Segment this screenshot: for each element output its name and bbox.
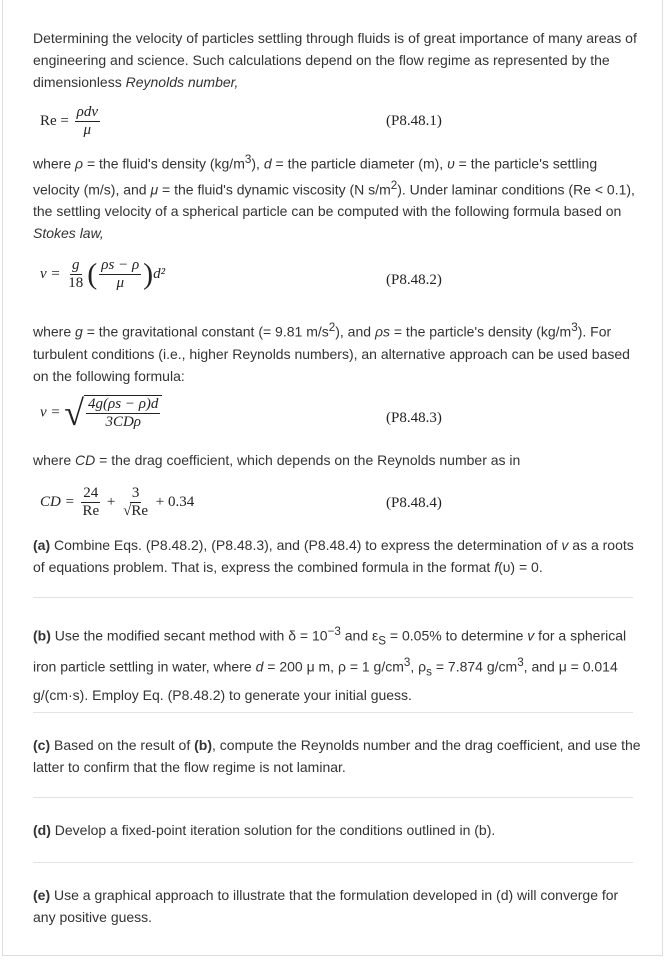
eq1-label: (P8.48.1) xyxy=(386,113,442,129)
equation-2: v = $\frac{g}{18}$ ( $\frac{\rho s - \rho}{\mu}$ )d² xyxy=(40,257,166,291)
eq1-denominator: μ xyxy=(83,122,92,138)
t: Combine Eqs. (P8.48.2), (P8.48.3), and (P8.48.4) to express the determination of xyxy=(50,537,562,553)
sup: 2 xyxy=(328,321,336,334)
t: = the particle's density (kg/m xyxy=(389,323,572,340)
ref: (b) xyxy=(194,737,212,753)
intro-paragraph xyxy=(33,27,643,93)
v: υ xyxy=(447,155,455,172)
t: = 7.874 g/cm xyxy=(431,659,518,676)
t: , ρ xyxy=(410,659,427,676)
t: ), and xyxy=(335,323,375,340)
t: = 200 μ m, ρ = 1 g/cm xyxy=(263,659,404,676)
equation-1 xyxy=(40,104,102,139)
part-label: (c) xyxy=(33,737,51,753)
t: , compute the Reynolds number and the drag coefficient, and use the latter to confirm that the flow regime is not laminar. xyxy=(33,737,641,775)
gravity-paragraph xyxy=(33,317,643,387)
eq4-lhs: CD = xyxy=(40,493,75,510)
intro-text: Determining the velocity of particles settling through fluids is of great importance of many areas of engineering and science. Such calculations depend on the flow regime as represented by the dimensionless xyxy=(33,30,637,90)
d: 3CDρ xyxy=(105,414,141,430)
t: ). Under laminar conditions (Re < 0.1), the settling velocity of a spherical particle can be computed with the following formula based on xyxy=(33,181,635,220)
sup: −3 xyxy=(327,625,341,638)
t: = the particle diameter (m), xyxy=(271,155,448,172)
v: g xyxy=(75,323,83,340)
sup: 3 xyxy=(244,153,252,166)
eq2-label: (P8.48.2) xyxy=(386,272,442,288)
t: = the gravitational constant (= 9.81 m/s xyxy=(82,323,329,340)
t: Use a graphical approach to illustrate that the formulation developed in (d) will converge for any positive guess. xyxy=(33,887,619,925)
sup: 2 xyxy=(390,178,398,192)
t: where xyxy=(33,323,76,340)
n: 3 xyxy=(131,485,140,501)
equation-3: v = √ $\frac{4g(\rho s - \rho)d}{\text{3CDρ}}$ xyxy=(40,393,162,433)
t: where xyxy=(33,452,76,468)
part-a xyxy=(33,534,643,578)
plus: + xyxy=(106,493,116,510)
t: = the drag coefficient, which depends on the Reynolds number as in xyxy=(95,452,521,468)
divider xyxy=(33,712,633,713)
d: Re xyxy=(82,503,100,519)
eq2-lhs: v = xyxy=(40,265,61,282)
eq3-lhs: v = xyxy=(40,404,61,421)
t: and ε xyxy=(340,627,379,644)
d: μ xyxy=(116,275,124,291)
t: , and μ = 0.014 g/(cm·s). Employ Eq. (P8.48.2) to generate your initial guess. xyxy=(33,659,618,703)
v: CD xyxy=(75,452,96,468)
v: d xyxy=(263,155,272,172)
v: μ xyxy=(150,181,159,198)
v: f xyxy=(494,559,499,575)
t: = the fluid's dynamic viscosity (N s/m xyxy=(158,181,391,198)
v: ρs xyxy=(374,323,390,340)
eq1-lhs: Re = xyxy=(40,112,69,129)
part-label: (d) xyxy=(33,822,51,838)
t: where xyxy=(33,155,76,172)
t: (υ) = 0. xyxy=(498,559,543,575)
drag-paragraph xyxy=(33,449,643,471)
d: √Re xyxy=(123,503,149,519)
t: as a roots of equations problem. That is, express the combined formula in the format xyxy=(33,537,634,575)
part-c xyxy=(33,734,643,778)
t: = 0.05% to determine xyxy=(386,627,528,644)
eq2-tail: d² xyxy=(153,265,166,282)
definitions-paragraph xyxy=(33,149,643,244)
d: 18 xyxy=(68,275,84,291)
part-d xyxy=(33,819,643,841)
t: = the fluid's density (kg/m xyxy=(83,155,245,172)
divider xyxy=(33,797,633,798)
eq4-label: (P8.48.4) xyxy=(386,495,442,511)
sup: 3 xyxy=(571,321,578,334)
stokes-law-term: Stokes law, xyxy=(33,225,104,242)
t: Use the modified secant method with δ = 10 xyxy=(50,627,328,644)
t: ), xyxy=(251,155,264,172)
t: = the particle's settling velocity (m/s), and xyxy=(33,155,598,198)
t: ). For turbulent conditions (i.e., higher Reynolds numbers), an alternative approach can be used based on the following formula: xyxy=(33,323,630,384)
part-label: (b) xyxy=(33,627,51,644)
v: v xyxy=(527,627,535,644)
t: for a spherical iron particle settling in water, where xyxy=(33,627,627,676)
sup: 3 xyxy=(517,656,524,670)
divider xyxy=(33,862,633,863)
equation-4 xyxy=(40,485,194,520)
t: Based on the result of xyxy=(50,737,195,753)
sup: 3 xyxy=(403,656,411,670)
v: ρ xyxy=(75,155,84,172)
eq3-label: (P8.48.3) xyxy=(386,410,442,426)
v: d xyxy=(255,659,264,676)
v: v xyxy=(561,537,569,553)
part-label: (a) xyxy=(33,537,51,553)
part-e xyxy=(33,884,643,928)
t: Develop a fixed-point iteration solution for the conditions outlined in (b). xyxy=(50,822,496,838)
part-label: (e) xyxy=(33,887,51,903)
part-b xyxy=(33,621,643,706)
n: ρs − ρ xyxy=(101,257,140,273)
n: 4g(ρs − ρ)d xyxy=(88,396,159,412)
content-frame xyxy=(2,0,663,956)
sub: S xyxy=(378,634,387,648)
n: g xyxy=(72,257,80,273)
sub: s xyxy=(426,665,432,679)
divider xyxy=(33,597,633,598)
reynolds-term: Reynolds number, xyxy=(125,74,239,90)
n: 24 xyxy=(83,485,99,501)
eq4-tail: + 0.34 xyxy=(155,493,195,510)
eq1-numerator: ρdv xyxy=(76,104,98,120)
